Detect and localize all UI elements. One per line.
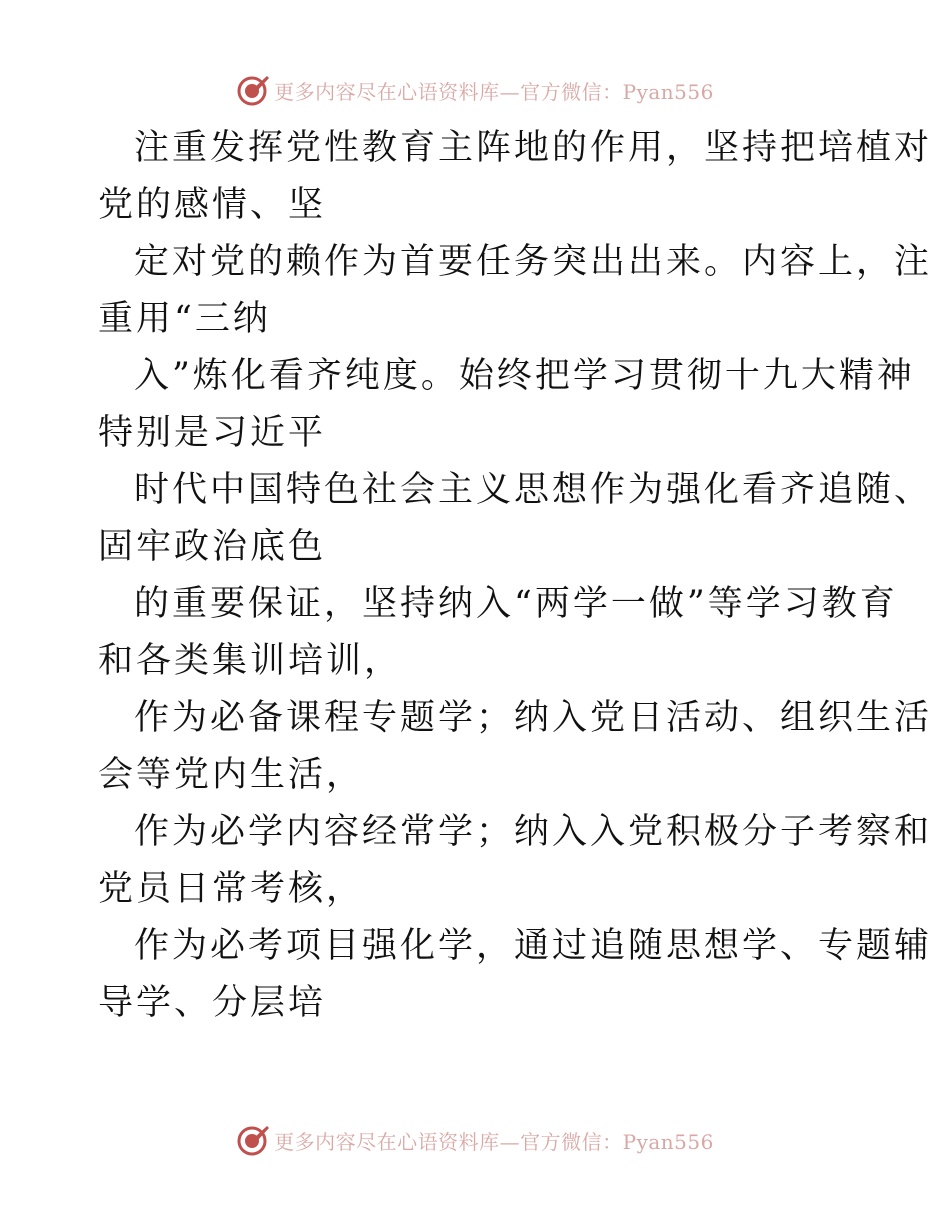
document-body: [98, 120, 933, 1032]
pen-circle-logo-icon: [236, 73, 270, 107]
paragraph-line: 的重要保证，坚持纳入“两学一做”等学习教育: [134, 584, 898, 624]
paragraph-line: 入”炼化看齐纯度。始终把学习贯彻十九大精神: [134, 356, 915, 396]
paragraph-line: 固牢政治底色: [98, 527, 327, 567]
header-banner: [0, 70, 950, 110]
paragraph-line: 作为必备课程专题学；纳入党日活动、组织生活: [134, 698, 933, 738]
paragraph-line: 作为必学内容经常学；纳入入党积极分子考察和: [134, 812, 933, 852]
paragraph-line: 特别是习近平: [98, 413, 327, 453]
pen-circle-logo-icon: [236, 1123, 270, 1157]
paragraph-line: 注重发挥党性教育主阵地的作用，坚持把培植对: [134, 128, 933, 168]
paragraph-line: 党的感情、坚: [98, 185, 327, 225]
paragraph-line: 时代中国特色社会主义思想作为强化看齐追随、: [134, 470, 933, 510]
paragraph-line: 会等党内生活，: [98, 755, 365, 795]
paragraph-line: 导学、分层培: [98, 983, 327, 1023]
footer-banner: [0, 1120, 950, 1160]
paragraph-line: 定对党的赖作为首要任务突出出来。内容上，注: [134, 242, 933, 282]
paragraph-line: 作为必考项目强化学，通过追随思想学、专题辅: [134, 926, 933, 966]
paragraph-line: 和各类集训培训，: [98, 641, 403, 681]
paragraph-line: 党员日常考核，: [98, 869, 365, 909]
banner-text: 更多内容尽在心语资料库—官方微信：Pyan556: [274, 1129, 714, 1154]
paragraph-line: 重用“三纳: [98, 299, 271, 339]
banner-text: 更多内容尽在心语资料库—官方微信：Pyan556: [274, 79, 714, 104]
